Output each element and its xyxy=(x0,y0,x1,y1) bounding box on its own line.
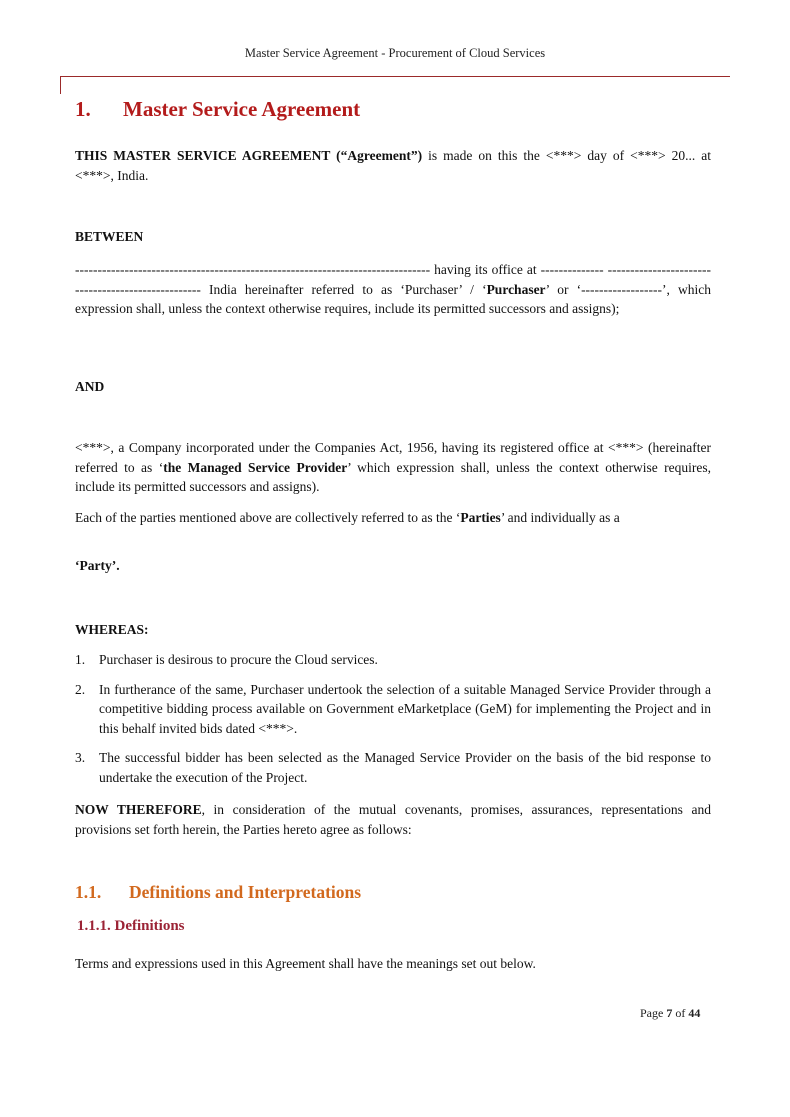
page-total: 44 xyxy=(688,1006,701,1020)
provider-text-2: ’ which expression shall, unless the context otherwise requires, include its permitted successors and assigns). xyxy=(75,459,711,494)
item-text: In furtherance of the same, Purchaser undertook the selection of a suitable Managed Service Provider through a competitive bidding process available on Government eMarketplace (GeM) for implementing the Project and in this behalf invited bids dated <***>. xyxy=(99,681,711,736)
purchaser-paragraph xyxy=(75,260,711,319)
page-header-title: Master Service Agreement - Procurement of Cloud Services xyxy=(244,46,546,60)
between-text: BETWEEN xyxy=(75,229,144,244)
purchaser-text-1: ------------------------------------------------------------------------------- having its office at -------------- --------------------------------------------------- India hereinafter referred to as ‘Purchaser’ / ‘ xyxy=(75,262,711,297)
provider-bold: the Managed Service Provider xyxy=(163,459,348,475)
purchaser-text-2: ’ or ‘------------------’, which expression shall, unless the context otherwise requires, include its permitted successors and assigns); xyxy=(75,281,711,316)
item-number: 3. xyxy=(75,750,86,765)
page-of: of xyxy=(672,1006,689,1020)
party-close: ’. xyxy=(111,558,120,573)
whereas-item xyxy=(75,748,711,787)
party-line xyxy=(75,556,711,576)
party-open-quote: ‘ xyxy=(75,558,80,573)
whereas-text: WHEREAS: xyxy=(75,622,149,637)
now-therefore-bold: NOW THEREFORE xyxy=(75,802,202,817)
heading-2-number: 1.1. xyxy=(75,882,102,902)
provider-text-1: <***>, a Company incorporated under the Companies Act, 1956, having its registered office at <***> (hereinafter referred to as ‘ xyxy=(75,440,711,475)
heading-3 xyxy=(77,918,713,935)
and-text: AND xyxy=(75,379,105,394)
terms-text: Terms and expressions used in this Agreement shall have the meanings set out below. xyxy=(75,956,536,971)
now-therefore-text: , in consideration of the mutual covenants, promises, assurances, representations and provisions set forth herein, the Parties hereto agree as follows: xyxy=(75,802,711,837)
whereas-item xyxy=(75,680,711,739)
provider-paragraph xyxy=(75,438,711,497)
page-current: 7 xyxy=(666,1006,673,1020)
heading-1-number: 1. xyxy=(75,97,91,121)
parties-text-2: ’ and individually as a xyxy=(500,510,620,525)
intro-text: is made on this the <***> day of <***> 20... at <***>, India. xyxy=(75,148,711,183)
parties-paragraph xyxy=(75,508,711,528)
intro-paragraph xyxy=(75,146,711,185)
heading-1 xyxy=(75,94,360,128)
item-text: Purchaser is desirous to procure the Cloud services. xyxy=(99,652,378,667)
party-bold: Party xyxy=(79,558,112,573)
item-text: The successful bidder has been selected as the Managed Service Provider on the basis of the bid response to undertake the execution of the Project. xyxy=(99,750,711,785)
and-label xyxy=(75,377,711,397)
heading-1-title: Master Service Agreement xyxy=(123,97,361,121)
header-rule xyxy=(60,76,730,77)
heading-3-title: Definitions xyxy=(114,918,185,934)
terms-paragraph xyxy=(75,954,711,974)
now-therefore-paragraph xyxy=(75,800,711,839)
item-number: 2. xyxy=(75,681,86,697)
parties-text-1: Each of the parties mentioned above are collectively referred to as the ‘ xyxy=(75,510,461,525)
page-number xyxy=(640,1006,700,1021)
item-number: 1. xyxy=(75,652,86,667)
whereas-label xyxy=(75,620,711,640)
header-rule-tick xyxy=(60,76,61,94)
purchaser-bold: Purchaser xyxy=(486,281,546,297)
heading-2-title: Definitions and Interpretations xyxy=(129,882,362,902)
intro-bold: THIS MASTER SERVICE AGREEMENT (“Agreement”) xyxy=(75,148,423,163)
page-label: Page xyxy=(640,1006,667,1020)
parties-bold: Parties xyxy=(460,510,501,525)
whereas-item xyxy=(75,650,711,670)
between-label xyxy=(75,227,711,247)
heading-3-number: 1.1.1. xyxy=(77,918,111,934)
whereas-list xyxy=(75,650,711,787)
heading-2 xyxy=(75,882,711,903)
